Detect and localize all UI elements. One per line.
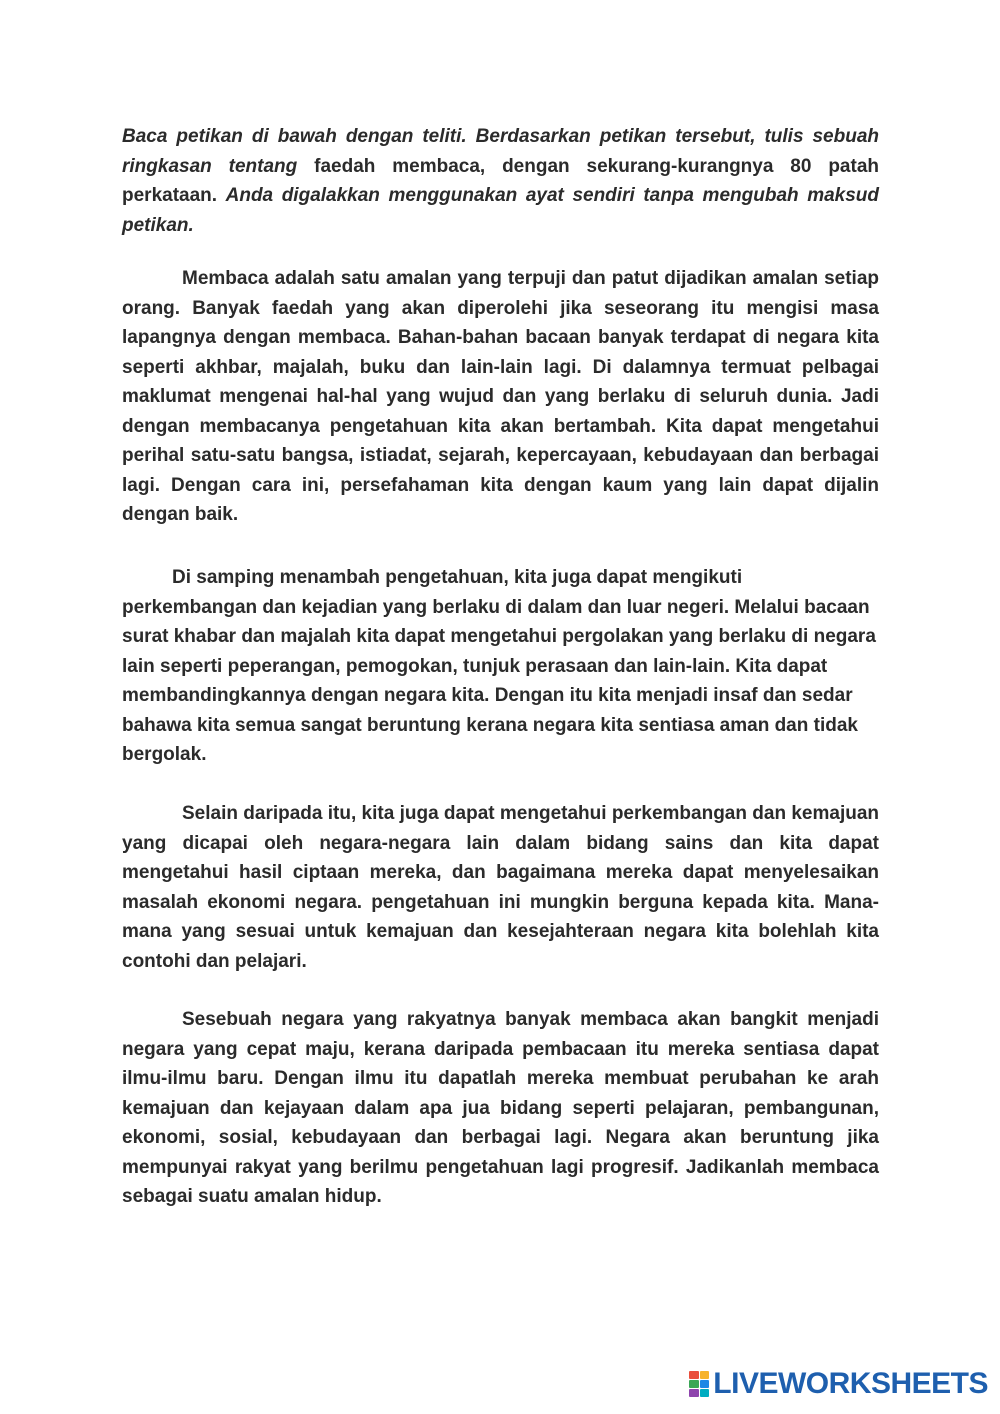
logo-mark-tile	[700, 1380, 710, 1388]
instruction-italic-end: Anda digalakkan menggunakan ayat sendiri tanpa mengubah maksud petikan.	[122, 185, 879, 236]
passage-paragraph-4: Sesebuah negara yang rakyatnya banyak membaca akan bangkit menjadi negara yang cepat maju, kerana daripada pembacaan itu mereka sentiasa dapat ilmu-ilmu baru. Dengan ilmu itu dapatlah mereka membuat perubahan ke arah kemajuan dan kejayaan dalam apa jua bidang seperti pelajaran, pembangunan, ekonomi, sosial, kebudayaan dan berbagai lagi. Negara akan beruntung jika mempunyai rakyat yang berilmu pengetahuan lagi progresif. Jadikanlah membaca sebagai suatu amalan hidup.	[122, 1009, 879, 1207]
logo-wordmark: LIVEWORKSHEETS	[713, 1367, 988, 1400]
logo-mark-tile	[689, 1380, 699, 1388]
logo-mark-tile	[689, 1389, 699, 1397]
logo-mark-tile	[700, 1371, 710, 1379]
liveworksheets-logo	[689, 1368, 988, 1400]
logo-mark-tile	[700, 1389, 710, 1397]
instruction-text	[122, 122, 879, 240]
liveworksheets-logo-icon	[689, 1371, 709, 1397]
instruction-italic-start: Baca petikan di bawah dengan teliti. Berdasarkan petikan tersebut, tulis sebuah ringkasan tentang	[122, 126, 879, 177]
logo-mark-tile	[689, 1371, 699, 1379]
passage-paragraph-1: Membaca adalah satu amalan yang terpuji dan patut dijadikan amalan setiap orang. Banyak faedah yang akan diperolehi jika seseorang itu mengisi masa lapangnya dengan membaca. Bahan-bahan bacaan banyak terdapat di negara kita seperti akhbar, majalah, buku dan lain-lain lagi. Di dalamnya termuat pelbagai maklumat mengenai hal-hal yang wujud dan yang berlaku di seluruh dunia. Jadi dengan membacanya pengetahuan kita akan bertambah. Kita dapat mengetahui perihal satu-satu bangsa, istiadat, sejarah, kepercayaan, kebudayaan dan berbagai lagi. Dengan cara ini, persefahaman kita dengan kaum yang lain dapat dijalin dengan baik.	[122, 268, 879, 525]
passage-paragraph-3: Selain daripada itu, kita juga dapat mengetahui perkembangan dan kemajuan yang dicapai oleh negara-negara lain dalam bidang sains dan kita dapat mengetahui hasil ciptaan mereka, dan bagaimana mereka dapat menyelesaikan masalah ekonomi negara. pengetahuan ini mungkin berguna kepada kita. Mana-mana yang sesuai untuk kemajuan dan kesejahteraan negara kita bolehlah kita contohi dan pelajari.	[122, 803, 879, 972]
passage-paragraph-2: Di samping menambah pengetahuan, kita juga dapat mengikuti perkembangan dan kejadian yang berlaku di dalam dan luar negeri. Melalui bacaan surat khabar dan majalah kita dapat mengetahui pergolakan yang berlaku di negara lain seperti peperangan, pemogokan, tunjuk perasaan dan lain-lain. Kita dapat membandingkannya dengan negara kita. Dengan itu kita menjadi insaf dan sedar bahawa kita semua sangat beruntung kerana negara kita sentiasa aman dan tidak bergolak.	[122, 567, 876, 765]
instruction-topic: faedah membaca, dengan sekurang-kurangnya 80 patah perkataan.	[122, 155, 879, 206]
